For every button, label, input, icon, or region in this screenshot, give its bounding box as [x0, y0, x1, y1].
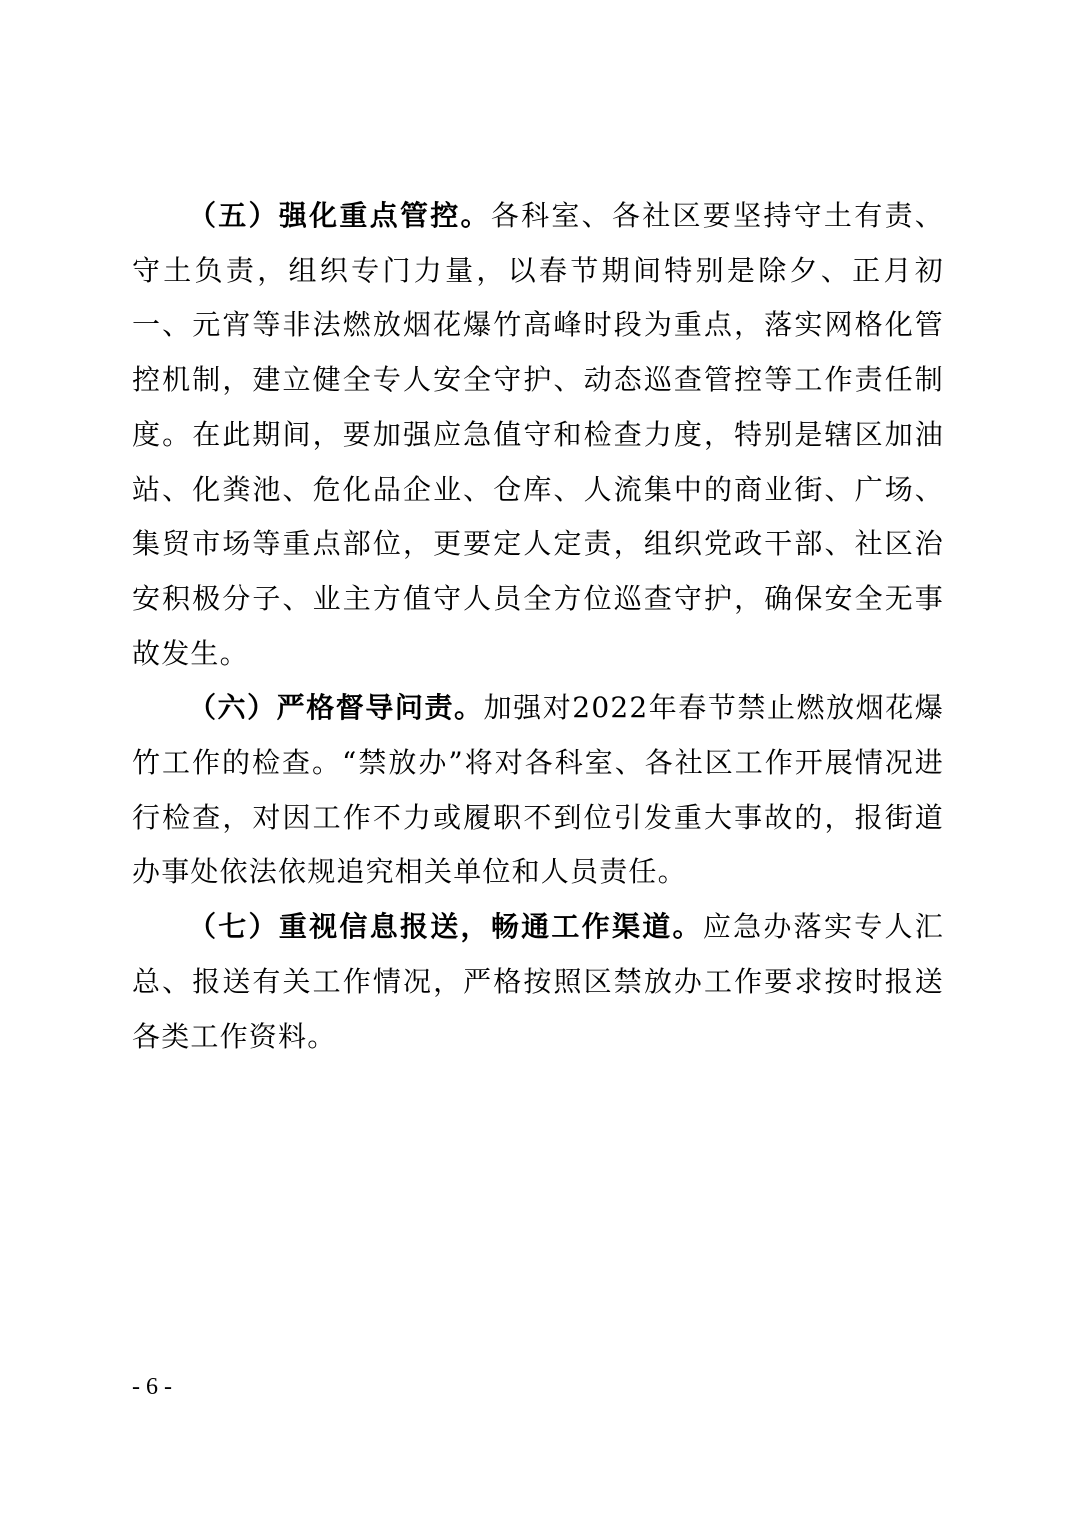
paragraph-text: 各科室、各社区要坚持守土有责、守土负责，组织专门力量，以春节期间特别是除夕、正月初一、元宵等非法燃放烟花爆竹高峰时段为重点，落实网格化管控机制，建立健全专人安全守护、动态巡查管控等工作责任制度。在此期间，要加强应急值守和检查力度，特别是辖区加油站、化粪池、危化品企业、仓库、人流集中的商业街、广场、集贸市场等重点部位，更要定人定责，组织党政干部、社区治安积极分子、业主方值守人员全方位巡查守护，确保安全无事故发生。 — [132, 199, 944, 670]
paragraph-strict-supervision — [132, 681, 944, 900]
paragraph-heading: （六）严格督导问责。 — [188, 691, 484, 725]
page-number: - 6 - — [132, 1374, 172, 1400]
document-body — [132, 189, 944, 1064]
paragraph-heading: （七）重视信息报送，畅通工作渠道。 — [188, 910, 703, 944]
paragraph-strengthen-key-control — [132, 189, 944, 681]
paragraph-text: 加强对2022年春节禁止燃放烟花爆竹工作的检查。“禁放办”将对各科室、各社区工作开展情况进行检查，对因工作不力或履职不到位引发重大事故的，报街道办事处依法依规追究相关单位和人员责任。 — [132, 691, 944, 889]
paragraph-information-reporting — [132, 900, 944, 1064]
paragraph-heading: （五）强化重点管控。 — [188, 199, 491, 232]
paragraph-text: 应急办落实专人汇总、报送有关工作情况，严格按照区禁放办工作要求按时报送各类工作资料。 — [132, 910, 944, 1053]
